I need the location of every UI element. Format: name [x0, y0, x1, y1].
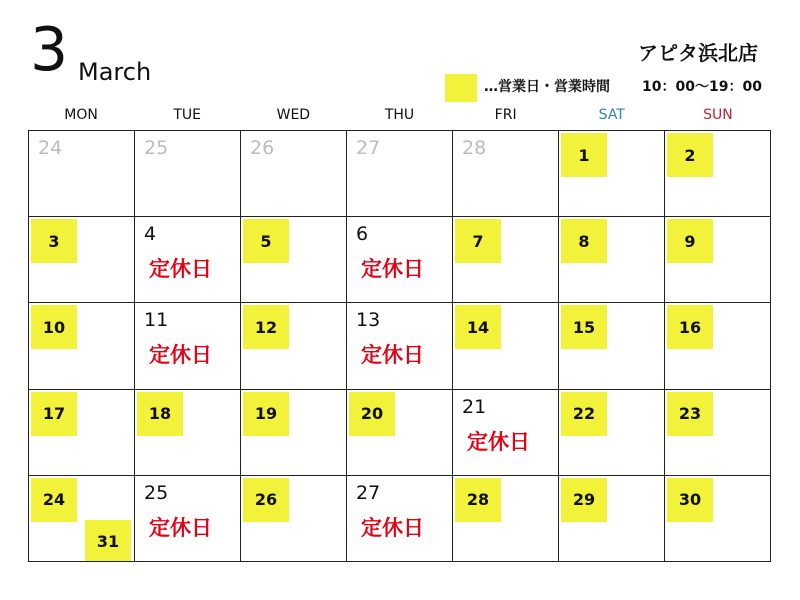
- prev-month-day: 28: [462, 137, 487, 159]
- day-cell: [29, 131, 135, 217]
- business-day-badge: 5: [243, 219, 289, 263]
- closed-day-number: 21: [462, 395, 487, 418]
- day-cell: [347, 303, 453, 389]
- business-day-badge: 12: [243, 305, 289, 349]
- business-day-badge: 19: [243, 392, 289, 436]
- day-cell: [347, 217, 453, 303]
- closed-day-number: 4: [144, 223, 157, 246]
- day-cell: [29, 390, 135, 476]
- weekday-tue: TUE: [173, 107, 202, 123]
- business-day-badge: 30: [667, 478, 713, 522]
- business-day-badge: 17: [31, 392, 77, 436]
- month-name: March: [78, 58, 152, 86]
- holiday-label: 定休日: [149, 257, 212, 282]
- closed-day-number: 25: [144, 481, 169, 504]
- holiday-label: 定休日: [361, 515, 424, 540]
- day-cell: [453, 476, 559, 562]
- business-day-badge: 16: [667, 305, 713, 349]
- day-cell: [29, 303, 135, 389]
- weekday-sun: SUN: [703, 107, 733, 123]
- day-cell: [347, 476, 453, 562]
- business-day-badge: 7: [455, 219, 501, 263]
- day-cell: [241, 303, 347, 389]
- legend-hours: 10：00〜19：00: [642, 79, 762, 95]
- business-day-badge: 20: [349, 392, 395, 436]
- day-cell: [559, 131, 665, 217]
- day-cell: [559, 303, 665, 389]
- day-cell: [29, 217, 135, 303]
- day-cell: [559, 390, 665, 476]
- day-cell: [241, 390, 347, 476]
- day-cell: [665, 476, 771, 562]
- holiday-label: 定休日: [149, 343, 212, 368]
- day-cell: [665, 303, 771, 389]
- business-day-badge: 2: [667, 133, 713, 177]
- holiday-label: 定休日: [467, 429, 530, 454]
- day-cell: [29, 476, 135, 562]
- day-cell: [135, 217, 241, 303]
- weekday-wed: WED: [276, 107, 311, 123]
- business-day-badge: 14: [455, 305, 501, 349]
- closed-day-number: 11: [144, 309, 169, 332]
- business-day-badge: 8: [561, 219, 607, 263]
- closed-day-number: 27: [356, 481, 381, 504]
- business-day-badge: 9: [667, 219, 713, 263]
- prev-month-day: 24: [38, 137, 63, 159]
- weekday-header: [28, 106, 771, 124]
- business-day-badge: 26: [243, 478, 289, 522]
- business-day-badge: 3: [31, 219, 77, 263]
- weekday-thu: THU: [384, 107, 415, 123]
- business-day-badge: 1: [561, 133, 607, 177]
- legend-swatch: [445, 74, 477, 102]
- business-day-badge: 18: [137, 392, 183, 436]
- business-day-badge: 22: [561, 392, 607, 436]
- business-day-badge: 24: [31, 478, 77, 522]
- business-day-badge: 31: [85, 520, 131, 562]
- day-cell: [347, 390, 453, 476]
- day-cell: [135, 390, 241, 476]
- day-cell: [665, 217, 771, 303]
- day-cell: [135, 303, 241, 389]
- prev-month-day: 26: [250, 137, 275, 159]
- prev-month-day: 27: [356, 137, 381, 159]
- day-cell: [135, 476, 241, 562]
- month-number: 3: [30, 15, 69, 85]
- closed-day-number: 13: [356, 309, 381, 332]
- weekday-sat: SAT: [598, 107, 625, 123]
- store-name: アピタ浜北店: [638, 41, 758, 65]
- business-day-badge: 28: [455, 478, 501, 522]
- day-cell: [453, 217, 559, 303]
- day-cell: [453, 131, 559, 217]
- closed-day-number: 6: [356, 223, 369, 246]
- weekday-mon: MON: [64, 107, 98, 123]
- holiday-label: 定休日: [361, 343, 424, 368]
- business-day-badge: 15: [561, 305, 607, 349]
- day-cell: [559, 217, 665, 303]
- day-cell: [559, 476, 665, 562]
- day-cell: [453, 303, 559, 389]
- day-cell: [241, 217, 347, 303]
- day-cell: [665, 390, 771, 476]
- business-day-badge: 29: [561, 478, 607, 522]
- day-cell: [135, 131, 241, 217]
- business-day-badge: 23: [667, 392, 713, 436]
- day-cell: [241, 476, 347, 562]
- business-day-badge: 10: [31, 305, 77, 349]
- legend-text: …営業日・営業時間: [484, 79, 610, 95]
- calendar-grid: [28, 130, 771, 562]
- holiday-label: 定休日: [361, 257, 424, 282]
- holiday-label: 定休日: [149, 515, 212, 540]
- day-cell: [453, 390, 559, 476]
- day-cell: [241, 131, 347, 217]
- prev-month-day: 25: [144, 137, 169, 159]
- day-cell: [347, 131, 453, 217]
- day-cell: [665, 131, 771, 217]
- weekday-fri: FRI: [494, 107, 517, 123]
